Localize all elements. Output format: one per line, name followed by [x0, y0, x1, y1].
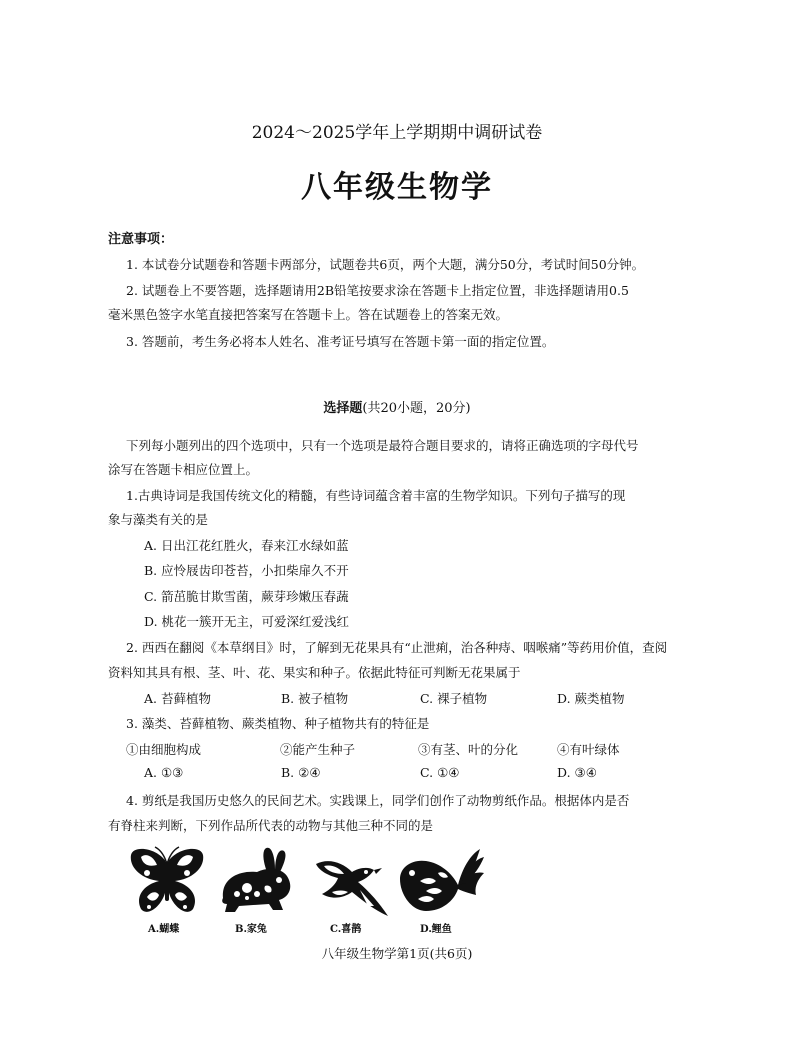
subject-title: 八年级生物学	[301, 170, 493, 205]
q2-option-a: A. 苔藓植物	[144, 691, 211, 706]
notice-item-2: 2. 试题卷上不要答题，选择题请用2B铅笔按要求涂在答题卡上指定位置，非选择题请用0.5	[126, 283, 629, 298]
q4-stem-2: 有脊柱来判断，下列作品所代表的动物与其他三种不同的是	[108, 818, 434, 833]
page-footer: 八年级生物学第1页(共6页)	[321, 946, 473, 961]
q3-stem: 3. 藻类、苔藓植物、蕨类植物、种子植物共有的特征是	[126, 716, 430, 731]
q2-option-b: B. 被子植物	[281, 691, 349, 706]
q3-option-d: D. ③④	[557, 765, 597, 780]
notice-item-1: 1. 本试卷分试题卷和答题卡两部分，试题卷共6页，两个大题，满分50分，考试时间50分钟。	[126, 257, 645, 272]
section-meta: (共20小题，20分)	[362, 401, 471, 416]
exam-title: 2024～2025学年上学期期中调研试卷	[251, 123, 543, 143]
section-heading	[0, 397, 794, 416]
q3-statement-4: ④有叶绿体	[557, 742, 620, 757]
q2-option-d: D. 蕨类植物	[557, 691, 625, 706]
q2-stem-1: 2. 西西在翻阅《本草纲目》时，了解到无花果具有“止泄痢，治各种痔、咽喉痛”等药用价值，查阅	[126, 640, 668, 655]
instructions-line-2: 涂写在答题卡相应位置上。	[108, 462, 259, 477]
q1-stem-1: 1.古典诗词是我国传统文化的精髓，有些诗词蕴含着丰富的生物学知识。下列句子描写的现	[126, 488, 626, 503]
q3-option-a: A. ①③	[144, 765, 184, 780]
q2-stem-2: 资料知其具有根、茎、叶、花、果实和种子。依据此特征可判断无花果属于	[108, 665, 521, 680]
caption-carp: D.鲤鱼	[420, 924, 452, 935]
q1-option-b: B. 应怜屐齿印苍苔，小扣柴扉久不开	[144, 563, 349, 578]
q3-statement-2: ②能产生种子	[280, 742, 356, 757]
q1-stem-2: 象与藻类有关的是	[108, 512, 209, 527]
q1-option-d: D. 桃花一簇开无主，可爱深红爱浅红	[144, 614, 350, 629]
q1-option-a: A. 日出江花红胜火，春来江水绿如蓝	[144, 538, 349, 553]
instructions-line-1: 下列每小题列出的四个选项中，只有一个选项是最符合题目要求的，请将正确选项的字母代号	[126, 438, 639, 453]
notice-item-3: 3. 答题前，考生务必将本人姓名、准考证号填写在答题卡第一面的指定位置。	[126, 334, 555, 349]
q2-option-c: C. 裸子植物	[420, 691, 488, 706]
section-title: 选择题	[323, 401, 363, 416]
q3-statement-1: ①由细胞构成	[126, 742, 202, 757]
q4-stem-1: 4. 剪纸是我国历史悠久的民间艺术。实践课上，同学们创作了动物剪纸作品。根据体内是否	[126, 793, 630, 808]
rabbit-papercut-icon	[217, 846, 299, 916]
butterfly-papercut-icon	[127, 845, 207, 917]
carp-papercut-icon	[396, 845, 488, 919]
q3-statement-3: ③有茎、叶的分化	[418, 742, 519, 757]
q1-option-c: C. 箭茁脆甘欺雪菌，蕨芽珍嫩压春蔬	[144, 589, 349, 604]
caption-rabbit: B.家兔	[235, 924, 267, 935]
q3-option-b: B. ②④	[281, 765, 321, 780]
magpie-papercut-icon	[308, 850, 392, 918]
caption-magpie: C.喜鹊	[330, 924, 362, 935]
notice-item-2-cont: 毫米黑色签字水笔直接把答案写在答题卡上。答在试题卷上的答案无效。	[108, 307, 509, 322]
caption-butterfly: A.蝴蝶	[148, 924, 180, 935]
notice-heading: 注意事项：	[108, 232, 174, 247]
q3-option-c: C. ①④	[420, 765, 460, 780]
